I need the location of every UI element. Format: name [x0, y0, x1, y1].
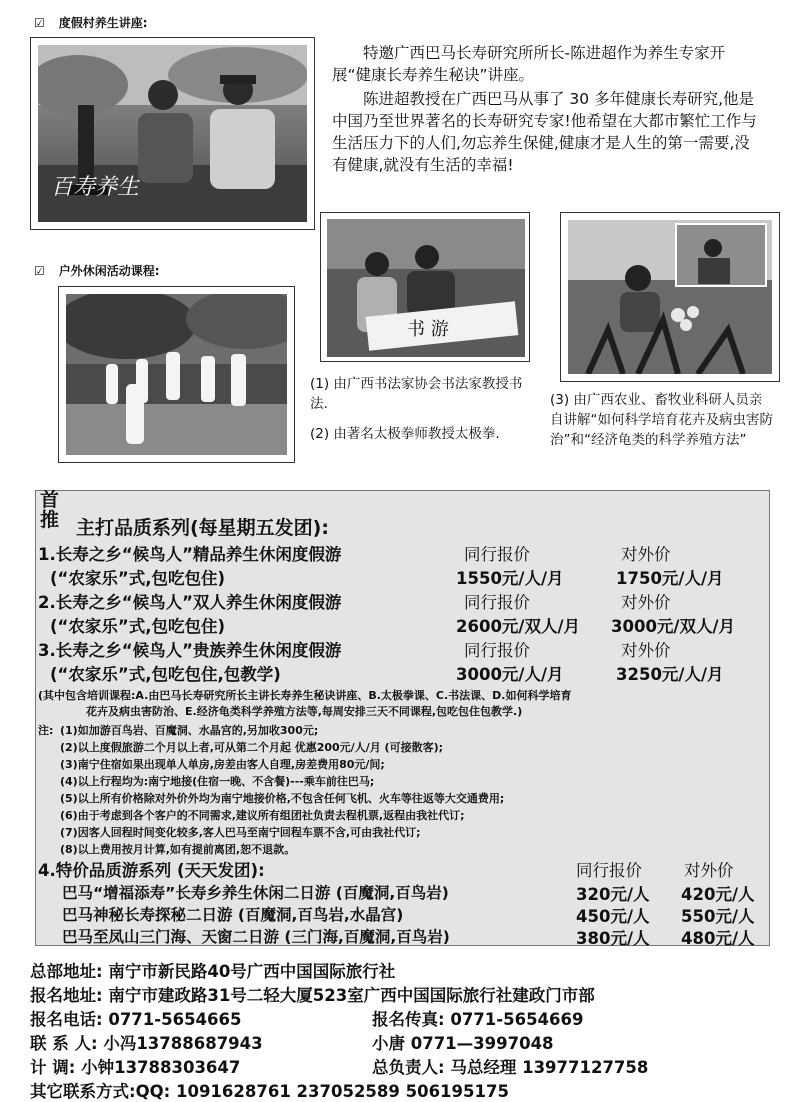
item-2-peer-header: 同行报价 — [464, 593, 530, 612]
special-peer-header: 同行报价 — [576, 861, 642, 880]
special-3-public: 480元/人 — [681, 929, 755, 948]
section-outdoor-label: 户外休闲活动课程: — [58, 264, 160, 278]
contact-other: 其它联系方式:QQ: 1091628761 237052589 506195175 — [30, 1082, 509, 1101]
item-3-peer-header: 同行报价 — [464, 641, 530, 660]
special-1-name: 巴马“增福添寿”长寿乡养生休闲二日游 (百魔洞,百鸟岩) — [62, 884, 449, 902]
special-public-header: 对外价 — [684, 861, 734, 880]
special-1-peer: 320元/人 — [576, 885, 650, 904]
item-3-public-header: 对外价 — [621, 641, 671, 660]
note-4: (4)以上行程均为:南宁地接(住宿一晚、不含餐)---乘车前往巴马; — [60, 775, 375, 788]
checkbox-icon: ☑ — [34, 264, 45, 278]
contact-person-2: 小唐 0771—3997048 — [372, 1034, 554, 1053]
note-7: (7)因客人回程时间变化较多,客人巴马至南宁回程车票不含,可由我社代订; — [60, 826, 421, 839]
item-2-title: 2.长寿之乡“候鸟人”双人养生休闲度假游 — [38, 593, 342, 612]
note-6: (6)由于考虑到各个客户的不同需求,建议所有组团社负责去程机票,返程由我社代订; — [60, 809, 465, 822]
section-lecture-header — [34, 14, 148, 31]
special-3-name: 巴马至凤山三门海、天窗二日游 (三门海,百魔洞,百鸟岩) — [62, 928, 450, 946]
photo-calligraphy-caption: 百寿养生 — [51, 175, 140, 200]
note-1: (1)如加游百鸟岩、百魔洞、水晶宫的,另加收300元; — [60, 724, 319, 737]
special-3-peer: 380元/人 — [576, 929, 650, 948]
intro-paragraph-1: 特邀广西巴马长寿研究所所长-陈进超作为养生专家开展“健康长寿养生秘诀”讲座。 — [332, 44, 726, 84]
item-2-sub: (“农家乐”式,包吃包住) — [50, 617, 226, 636]
item-3-sub: (“农家乐”式,包吃包住,包教学) — [50, 665, 281, 684]
contact-phone: 报名电话: 0771-5654665 — [30, 1010, 242, 1029]
item-3-peer-price: 3000元/人/月 — [456, 665, 564, 684]
notes-label: 注: — [38, 724, 54, 737]
item-2-peer-price: 2600元/双人/月 — [456, 617, 580, 636]
item-1-peer-price: 1550元/人/月 — [456, 569, 564, 588]
contact-fax: 报名传真: 0771-5654669 — [372, 1010, 584, 1029]
item-1-title: 1.长寿之乡“候鸟人”精品养生休闲度假游 — [38, 545, 342, 564]
special-2-name: 巴马神秘长寿探秘二日游 (百魔洞,百鸟岩,水晶宫) — [62, 906, 404, 924]
item-1-sub: (“农家乐”式,包吃包住) — [50, 569, 226, 588]
note-8: (8)以上费用按月计算,如有提前离团,恕不退款。 — [60, 843, 296, 856]
intro-paragraph-2: 陈进超教授在广西巴马从事了 30 多年健康长寿研究,他是中国乃至世界著名的长寿研究专家!他希望在大都市繁忙工作与生活压力下的人们,勿忘养生保健,健康才是人生的第一需要,没有健康,就没有生活的幸福! — [332, 90, 757, 174]
training-line-2: 花卉及病虫害防治、E.经济龟类科学养殖方法等,每周安排三天不同课程,包吃包住包教学.) — [86, 705, 523, 718]
svg-text:书 游: 书 游 — [407, 319, 449, 340]
contact-manager: 总负责人: 马总经理 13977127758 — [372, 1058, 649, 1077]
caption-calligraphy: (1) 由广西书法家协会书法家教授书法. — [310, 376, 523, 412]
promotion-box — [35, 490, 770, 946]
photo-lecture — [30, 37, 315, 230]
promo-heading: 主打品质系列(每星期五发团): — [76, 517, 329, 539]
item-2-public-price: 3000元/双人/月 — [611, 617, 735, 636]
contact-hq: 总部地址: 南宁市新民路40号广西中国国际旅行社 — [30, 962, 396, 981]
checkbox-icon: ☑ — [34, 16, 45, 30]
section-lecture-label: 度假村养生讲座: — [58, 16, 148, 30]
photo-taichi — [58, 286, 295, 463]
note-5: (5)以上所有价格除对外价外均为南宁地接价格,不包含任何飞机、火车等往返等大交通费用; — [60, 792, 505, 805]
caption-agriculture: (3) 由广西农业、畜牧业科研人员亲自讲解“如何科学培育花卉及病虫害防治”和“经济龟类的科学养殖方法” — [550, 392, 773, 448]
item-3-public-price: 3250元/人/月 — [616, 665, 724, 684]
special-1-public: 420元/人 — [681, 885, 755, 904]
contact-person-1: 联 系 人: 小冯13788687943 — [30, 1034, 263, 1053]
item-1-peer-header: 同行报价 — [464, 545, 530, 564]
flowers-photo-image — [568, 220, 772, 374]
item-1-public-header: 对外价 — [621, 545, 671, 564]
caption-taichi: (2) 由著名太极拳师教授太极拳. — [310, 426, 500, 442]
special-2-public: 550元/人 — [681, 907, 755, 926]
section-outdoor-header — [34, 262, 160, 279]
photo-flowers — [560, 212, 780, 382]
note-2: (2)以上度假旅游二个月以上者,可从第二个月起 优惠200元/人/月 (可接散客); — [60, 741, 443, 754]
item-2-public-header: 对外价 — [621, 593, 671, 612]
badge-bottom: 推 — [40, 509, 60, 531]
training-line-1: (其中包含培训课程:A.由巴马长寿研究所长主讲长寿养生秘诀讲座、B.太极拳课、C.书法课、D.如何科学培育 — [38, 689, 572, 702]
item-1-public-price: 1750元/人/月 — [616, 569, 724, 588]
special-2-peer: 450元/人 — [576, 907, 650, 926]
calligraphy-photo-image — [327, 219, 525, 357]
special-title: 4.特价品质游系列 (天天发团): — [38, 861, 265, 880]
note-3: (3)南宁住宿如果出现单人单房,房差由客人自理,房差费用80元/间; — [60, 758, 385, 771]
badge-top: 首 — [40, 489, 60, 511]
item-3-title: 3.长寿之乡“候鸟人”贵族养生休闲度假游 — [38, 641, 342, 660]
contact-signup-address: 报名地址: 南宁市建政路31号二轻大厦523室广西中国国际旅行社建政门市部 — [30, 986, 595, 1005]
contact-planner: 计 调: 小钟13788303647 — [30, 1058, 241, 1077]
photo-calligraphy — [320, 212, 530, 362]
taichi-photo-image — [66, 294, 287, 455]
